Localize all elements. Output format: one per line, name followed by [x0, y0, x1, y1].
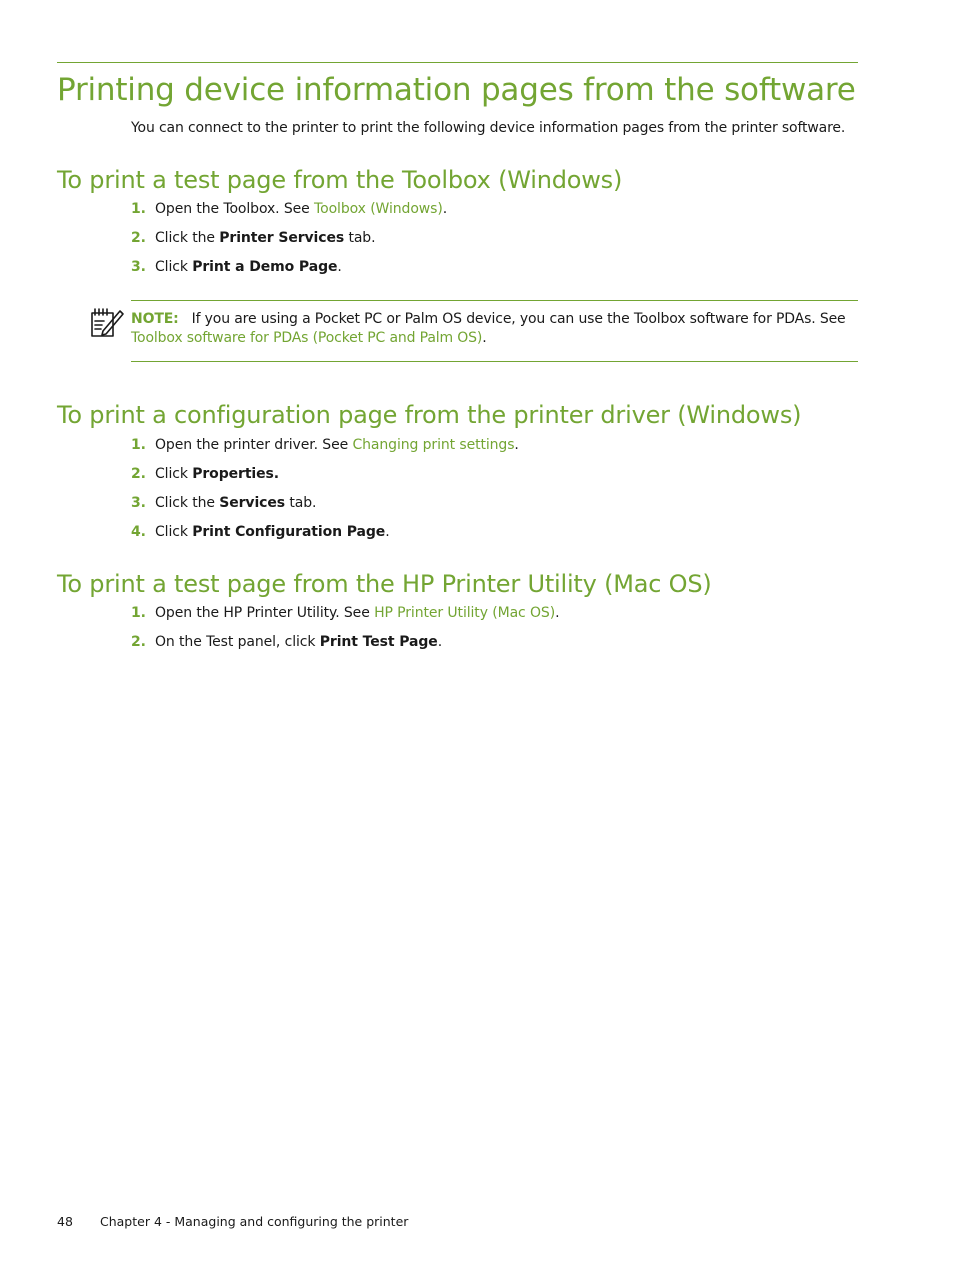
top-rule: [57, 62, 858, 63]
note-label: NOTE:: [131, 311, 179, 327]
link-changing-print-settings[interactable]: Changing print settings: [352, 437, 515, 453]
note-icon: [89, 306, 125, 340]
step-text: Open the HP Printer Utility. See HP Printer Utility (Mac OS).: [155, 605, 560, 621]
note-rule-top: [131, 300, 858, 301]
step-number: 1.: [131, 605, 146, 621]
step-number: 2.: [131, 634, 146, 650]
step-number: 2.: [131, 230, 146, 246]
section-heading-driver: To print a configuration page from the printer driver (Windows): [57, 401, 802, 429]
step-number: 4.: [131, 524, 146, 540]
step-text: On the Test panel, click Print Test Page.: [155, 634, 443, 650]
link-hp-printer-utility[interactable]: HP Printer Utility (Mac OS): [374, 605, 556, 621]
step-number: 1.: [131, 201, 146, 217]
section-heading-mac: To print a test page from the HP Printer Utility (Mac OS): [57, 570, 712, 598]
step-number: 3.: [131, 259, 146, 275]
step-text: Open the printer driver. See Changing print settings.: [155, 437, 519, 453]
step-text: Click Print Configuration Page.: [155, 524, 390, 540]
intro-text: You can connect to the printer to print the following device information pages from the printer software.: [131, 120, 846, 136]
page-number: 48: [57, 1214, 73, 1229]
chapter-title: Chapter 4 - Managing and configuring the printer: [100, 1214, 409, 1229]
step-number: 1.: [131, 437, 146, 453]
step-text: Click the Printer Services tab.: [155, 230, 376, 246]
link-toolbox-pdas[interactable]: Toolbox software for PDAs (Pocket PC and Palm OS): [131, 330, 483, 346]
page-title: Printing device information pages from the software: [57, 72, 856, 108]
step-text: Open the Toolbox. See Toolbox (Windows).: [155, 201, 448, 217]
step-text: Click Properties.: [155, 466, 279, 482]
page-footer: [57, 1213, 408, 1231]
step-number: 2.: [131, 466, 146, 482]
link-toolbox-windows[interactable]: Toolbox (Windows): [314, 201, 443, 217]
step-text: Click Print a Demo Page.: [155, 259, 342, 275]
note-rule-bottom: [131, 361, 858, 362]
step-number: 3.: [131, 495, 146, 511]
section-heading-toolbox: To print a test page from the Toolbox (Windows): [57, 166, 623, 194]
step-text: Click the Services tab.: [155, 495, 317, 511]
note-text: NOTE: If you are using a Pocket PC or Palm OS device, you can use the Toolbox software for PDAs. See Toolbox software for PDAs (Pocket PC and Palm OS).: [131, 311, 846, 346]
